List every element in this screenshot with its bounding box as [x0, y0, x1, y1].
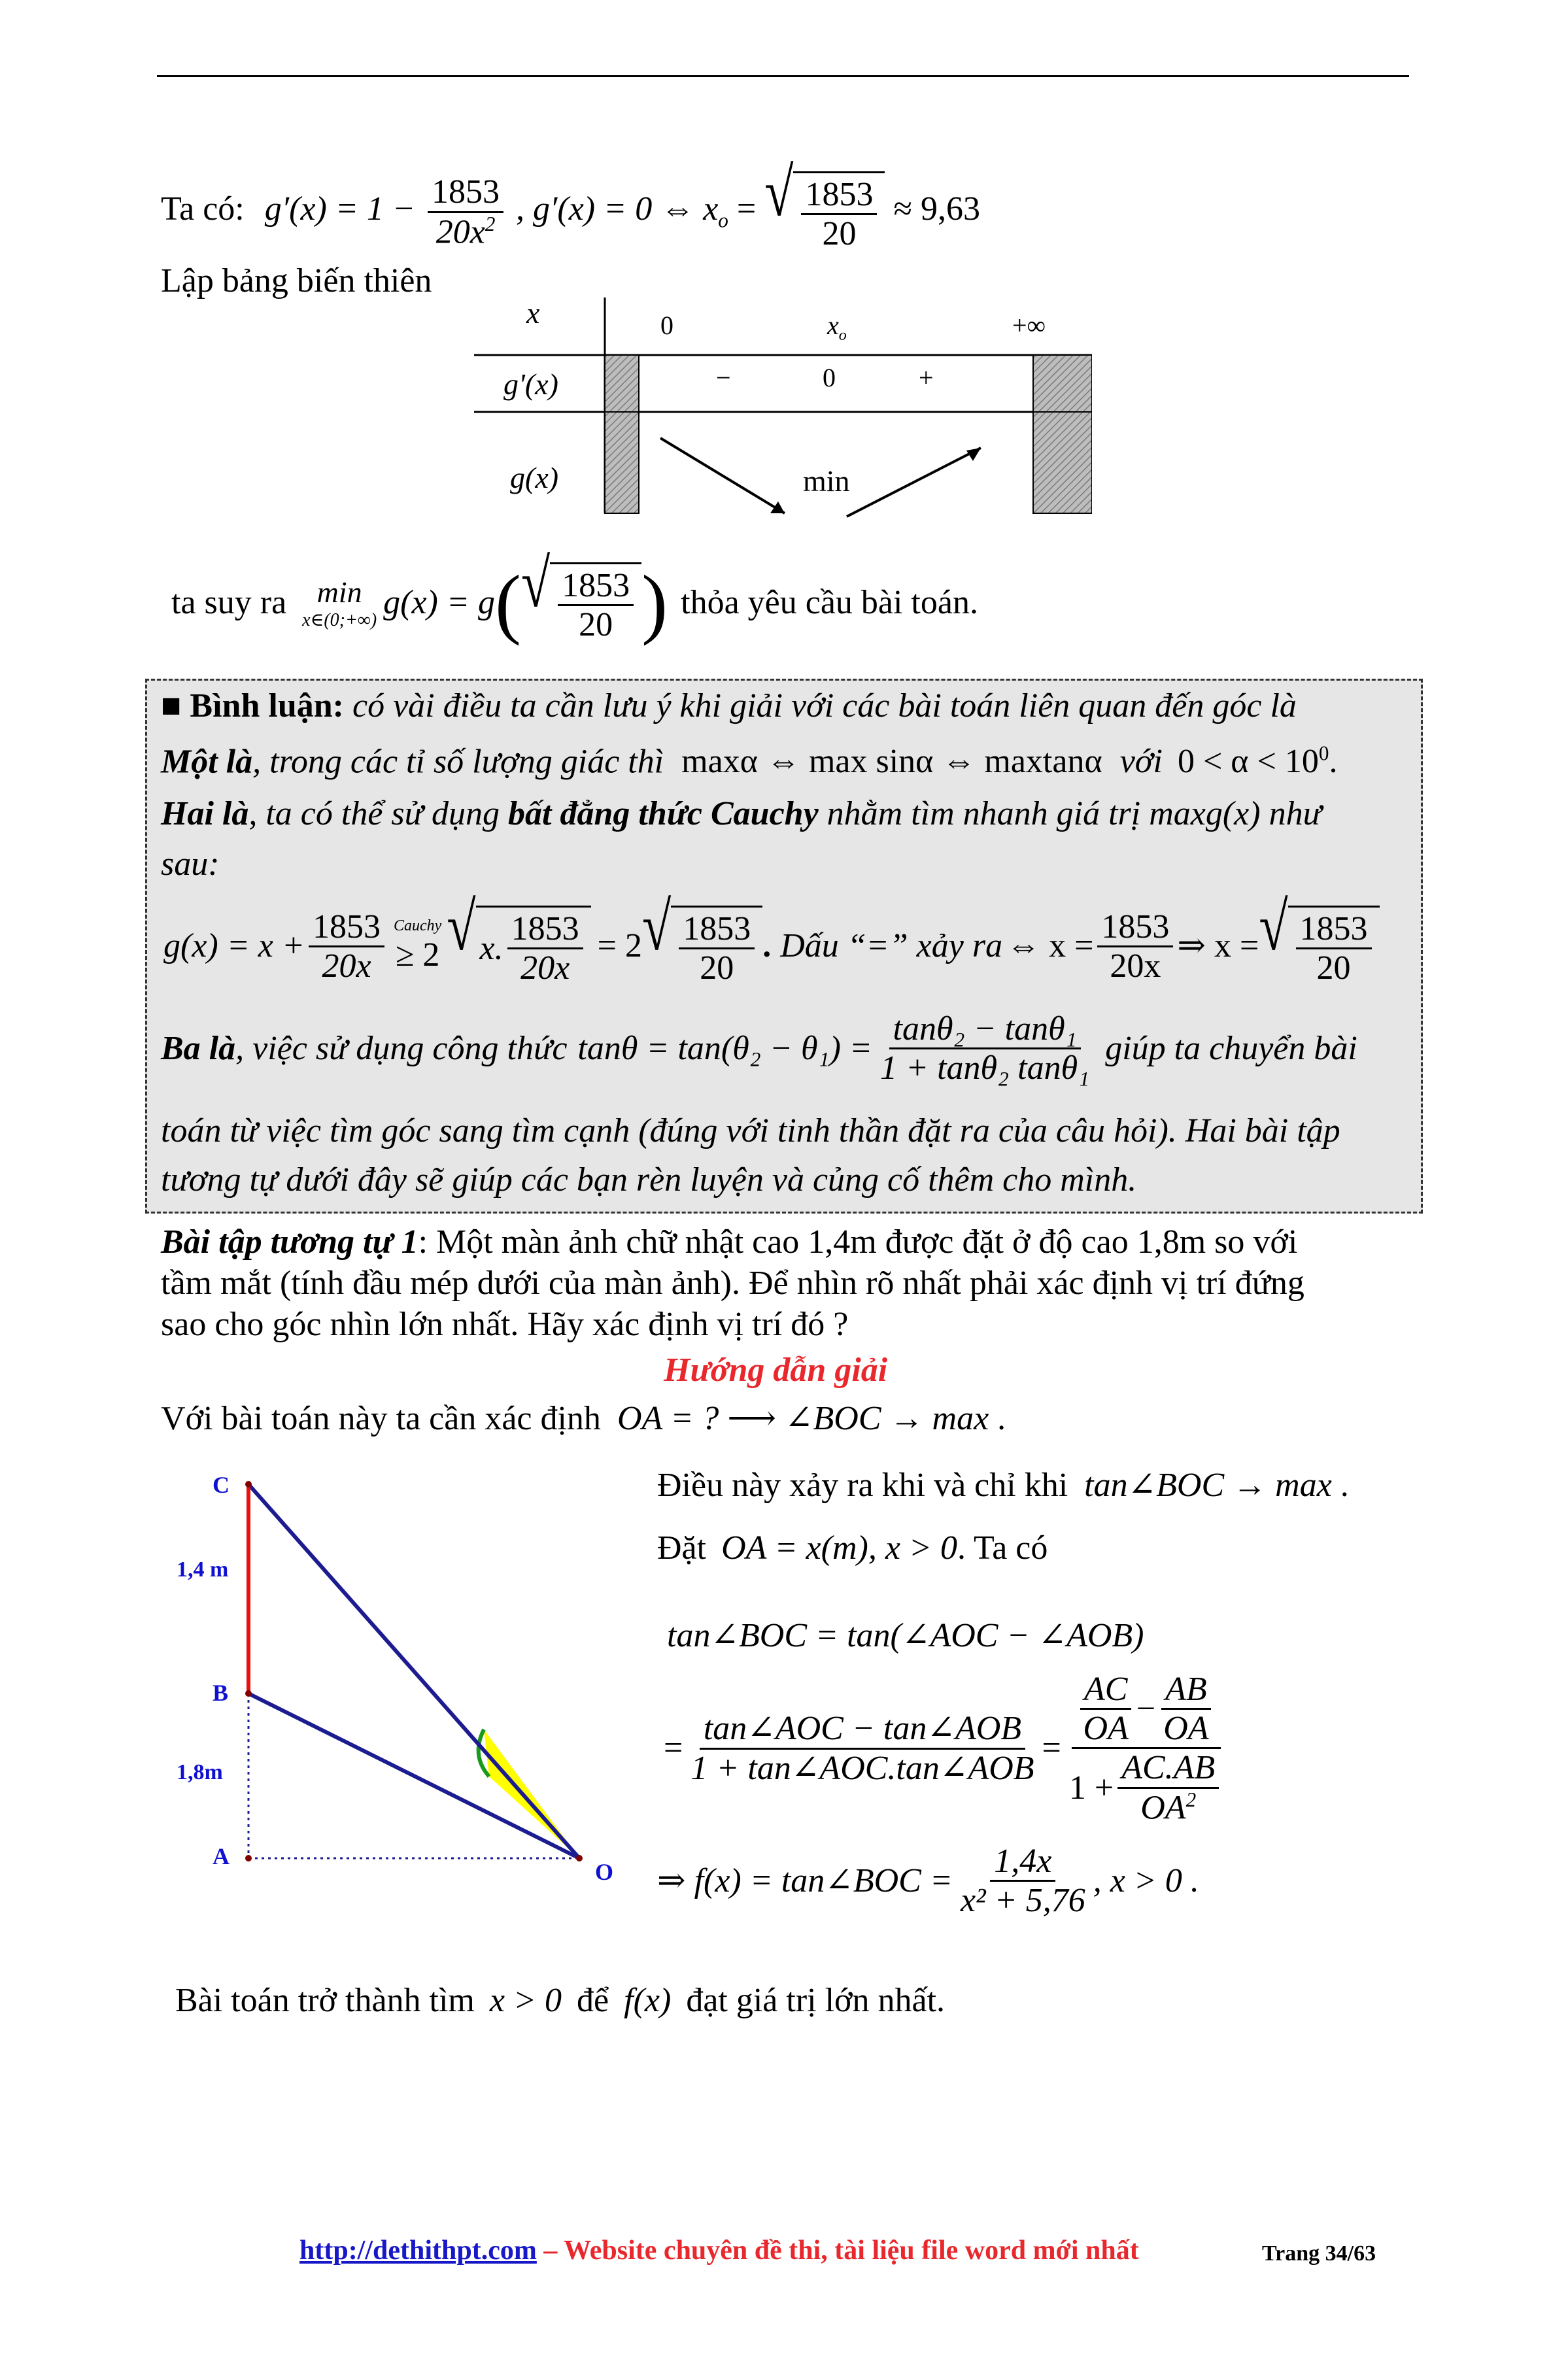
f2-oa2: OA — [1163, 1710, 1209, 1748]
cauchy-frac1-den: 20x — [322, 947, 371, 985]
label-c: C — [213, 1472, 230, 1498]
f2-oa-sq-exp: 2 — [1185, 1788, 1197, 1811]
dau-frac2 — [1296, 910, 1372, 987]
paren-left: ( — [494, 559, 521, 647]
one-math: maxα ⇔ max sinα ⇔ maxtanα — [681, 743, 1102, 781]
solution-last — [175, 1981, 945, 2020]
denominator-exponent: 2 — [485, 212, 496, 235]
cauchy-frac2-den: 20x — [520, 949, 570, 987]
ta-co-label: Ta có: — [161, 190, 245, 228]
solution-p2-text: Đặt — [657, 1529, 707, 1567]
dau-iff: ⇔ x = — [1006, 927, 1094, 965]
solution-intro-end: . — [997, 1400, 1006, 1437]
three-label: Ba là — [161, 1029, 236, 1067]
conclusion-suffix: thỏa yêu cầu bài toán. — [681, 584, 978, 622]
label-o: O — [595, 1859, 614, 1885]
f2-frac — [687, 1710, 1038, 1786]
comment-title-rest: có vài điều ta cần lưu ý khi giải với các bài toán liên quan đến góc là — [352, 687, 1297, 724]
one-text: , trong các tỉ số lượng giác thì — [252, 743, 664, 781]
two-bold: bất đẳng thức Cauchy — [508, 795, 819, 832]
table-gp-minus: − — [716, 363, 731, 392]
one-label: Một là — [161, 743, 253, 781]
comment-two-line — [161, 794, 1321, 834]
cauchy-frac3 — [679, 910, 755, 987]
f2-ac-oa — [1080, 1671, 1133, 1747]
header-rule — [157, 75, 1409, 77]
f3-den: x² + 5,76 — [960, 1882, 1085, 1920]
last-end: đạt giá trị lớn nhất. — [686, 1982, 946, 2019]
comment-title: Bình luận: — [190, 687, 344, 724]
cauchy-geq: ≥ 2 — [395, 936, 440, 974]
table-x-xo — [827, 311, 847, 345]
three-frac — [876, 1010, 1093, 1087]
three-formula: tanθ = tan(θ₂ − θ₁) = — [577, 1029, 872, 1067]
f2-frac-den: 1 + tan∠AOC.tan∠AOB — [690, 1749, 1034, 1787]
page-number: Trang 34/63 — [1262, 2241, 1376, 2266]
table-x-label: x — [526, 296, 540, 330]
one-range-text: 0 < α < 10 — [1177, 743, 1319, 781]
f3-frac — [957, 1843, 1089, 1919]
cauchy-frac1-num: 1853 — [309, 908, 384, 947]
cauchy-x: x. — [479, 929, 503, 967]
dau-frac-num: 1853 — [1097, 908, 1173, 947]
exercise-text1: : Một màn ảnh chữ nhật cao 1,4m được đặt ở độ cao 1,8m so với — [418, 1223, 1298, 1261]
f2-frac-num: tan∠AOC − tan∠AOB — [700, 1710, 1025, 1749]
cauchy-over: Cauchy — [393, 917, 442, 935]
dau-frac-den: 20x — [1110, 947, 1161, 985]
f2-big-num — [1072, 1671, 1221, 1749]
fraction-numerator: 1853 — [428, 173, 503, 212]
last-mid: để — [577, 1982, 609, 2019]
three-text: , việc sử dụng công thức — [235, 1029, 568, 1067]
table-gp-label: g'(x) — [503, 367, 558, 401]
comment-two-line2: sau: — [161, 845, 220, 883]
cauchy-radicand1 — [476, 906, 591, 987]
two-text1: , ta có thể sử dụng — [248, 795, 500, 832]
f2-ab: AB — [1161, 1671, 1211, 1710]
one-range — [1178, 743, 1338, 780]
cauchy-radicand2 — [671, 906, 762, 987]
solution-p1-text: Điều này xảy ra khi và chỉ khi — [657, 1467, 1068, 1504]
exercise-line2: tầm mắt (tính đầu mép dưới của màn ảnh). Để nhìn rõ nhất phải xác định vị trí đứng — [161, 1265, 1304, 1302]
solution-intro-text: Với bài toán này ta cần xác định — [161, 1400, 601, 1437]
last-text: Bài toán trở thành tìm — [175, 1982, 475, 2019]
table-g-min: min — [803, 464, 850, 498]
label-a: A — [213, 1843, 230, 1869]
conclusion-radicand — [550, 562, 641, 643]
f2-big-den — [1065, 1749, 1227, 1826]
denominator-text: 20x — [435, 212, 485, 250]
min-block — [302, 575, 377, 631]
gprime-zero: , g′(x) = 0 ⇔ x — [516, 190, 719, 228]
f3-pre: ⇒ f(x) = tan∠BOC = — [657, 1862, 953, 1899]
one-range-exp: 0 — [1318, 742, 1329, 765]
dau-imp: ⇒ x = — [1177, 927, 1259, 965]
f2-oa-sq-base: OA — [1140, 1788, 1186, 1826]
min-domain: x∈(0;+∞) — [302, 609, 377, 630]
conclusion-radical: √ — [520, 545, 551, 622]
dau-radical: √ — [1259, 889, 1288, 965]
footer-text: – Website chuyên đề thi, tài liệu file word mới nhất — [536, 2236, 1139, 2266]
comment-three-line — [161, 1010, 1357, 1087]
f2-big-frac — [1065, 1671, 1227, 1826]
three-frac-den: 1 + tanθ₂ tanθ₁ — [880, 1049, 1090, 1087]
exercise-label: Bài tập tương tự 1 — [161, 1223, 418, 1261]
radicand — [793, 171, 885, 252]
cauchy-radical2: √ — [641, 889, 672, 965]
approx-value: ≈ 9,63 — [893, 190, 980, 228]
dau-sqrt — [1259, 889, 1379, 987]
fraction-denominator — [432, 213, 500, 251]
table-g-label: g(x) — [510, 461, 559, 494]
cauchy-line — [163, 889, 1380, 987]
solution-p1-math: tan∠BOC → max — [1084, 1467, 1332, 1504]
table-x-inf: +∞ — [1012, 311, 1046, 340]
solution-p2-end: . Ta có — [957, 1529, 1048, 1567]
f2-eq: = — [664, 1729, 683, 1767]
two-label: Hai là — [161, 795, 249, 832]
conclusion-prefix: ta suy ra — [171, 584, 287, 622]
radicand-numerator: 1853 — [801, 176, 877, 215]
three-after: giúp ta chuyển bài — [1105, 1029, 1357, 1067]
equals-sign: = — [736, 190, 757, 228]
formula-3 — [657, 1843, 1199, 1919]
dau-frac2-den: 20 — [1316, 949, 1351, 987]
square-bullet: ■ — [161, 687, 182, 724]
solution-p2-math: OA = x(m), x > 0 — [721, 1529, 957, 1567]
radicand-fraction — [801, 176, 877, 252]
one-with: với — [1119, 743, 1163, 781]
f2-ac: AC — [1080, 1671, 1131, 1710]
one-end: . — [1329, 743, 1338, 781]
solution-p1-end: . — [1340, 1467, 1349, 1504]
cauchy-dot: . — [762, 927, 772, 965]
cauchy-frac1 — [309, 908, 384, 985]
comment-three-line2: toán từ việc tìm góc sang tìm cạnh (đúng với tinh thần đặt ra của câu hỏi). Hai bài tập — [161, 1112, 1340, 1149]
last-math1: x > 0 — [489, 1982, 562, 2019]
formula-1: tan∠BOC = tan(∠AOC − ∠AOB) — [667, 1617, 1144, 1654]
conclusion-fraction — [558, 567, 634, 643]
gprime-def: g′(x) = 1 − — [264, 190, 416, 228]
variation-table — [464, 298, 1092, 520]
derivative-line — [161, 154, 980, 253]
cauchy-sqrt2 — [641, 889, 762, 987]
exercise-line1 — [161, 1223, 1297, 1262]
solution-title: Hướng dẫn giải — [664, 1352, 888, 1389]
increasing-arrow — [847, 448, 981, 517]
cauchy-frac3-num: 1853 — [679, 910, 755, 949]
cauchy-frac3-den: 20 — [700, 949, 734, 987]
footer — [299, 2235, 1139, 2266]
table-title: Lập bảng biến thiên — [161, 262, 432, 299]
f2-eq2: = — [1042, 1729, 1061, 1767]
solution-p2 — [657, 1529, 1048, 1568]
dau-frac2-num: 1853 — [1296, 910, 1372, 949]
conclusion-sqrt — [520, 545, 641, 644]
f2-oa: OA — [1083, 1710, 1129, 1748]
radical-sign: √ — [764, 154, 794, 231]
f2-ab-oa — [1159, 1671, 1212, 1747]
table-gp-zero: 0 — [823, 363, 836, 392]
cauchy-eq2: = 2 — [597, 927, 642, 965]
min-word: min — [316, 575, 362, 609]
f3-num: 1,4x — [990, 1843, 1055, 1882]
cauchy-frac2-num: 1853 — [507, 910, 583, 949]
dau-text: Dấu “=” xảy ra — [780, 927, 1003, 965]
comment-title-line — [161, 687, 1297, 726]
f2-one: 1 + — [1068, 1769, 1114, 1807]
solution-intro — [161, 1399, 1006, 1438]
table-x-xo-sub: o — [838, 327, 847, 344]
gx-eq-g: g(x) = g — [383, 584, 495, 622]
f2-minus: − — [1136, 1690, 1156, 1728]
three-frac-num: tanθ₂ − tanθ₁ — [889, 1010, 1081, 1049]
derivative-fraction — [428, 173, 503, 250]
cauchy-g: g(x) = x + — [163, 927, 305, 965]
table-x-xo-main: x — [827, 311, 839, 340]
f2-oa-sq — [1136, 1789, 1200, 1827]
formula-2 — [664, 1671, 1231, 1826]
dau-radicand — [1288, 906, 1380, 987]
comment-three-line3: tương tự dưới đây sẽ giúp các bạn rèn luyện và củng cố thêm cho mình. — [161, 1161, 1137, 1198]
f2-acab-oa2 — [1117, 1749, 1219, 1826]
solution-intro-math: OA = ? ⟶ ∠BOC → max — [617, 1400, 989, 1437]
two-text2: nhằm tìm nhanh giá trị maxg(x) như — [827, 795, 1321, 832]
comment-one-line — [161, 742, 1337, 781]
paren-right: ) — [641, 559, 668, 647]
dau-frac — [1097, 908, 1173, 985]
triangle-svg — [163, 1458, 647, 1890]
sqrt-expression — [764, 154, 885, 253]
solution-p1 — [657, 1466, 1349, 1505]
exercise-line3: sao cho góc nhìn lớn nhất. Hãy xác định vị trí đó ? — [161, 1306, 849, 1343]
cauchy-frac2 — [507, 910, 583, 987]
f3-post: , x > 0 . — [1093, 1862, 1199, 1899]
cauchy-radical1: √ — [447, 889, 476, 965]
f2-acab: AC.AB — [1117, 1749, 1219, 1788]
triangle-diagram — [163, 1458, 647, 1890]
length-cb: 1,4 m — [177, 1557, 229, 1582]
decreasing-arrow — [660, 438, 785, 513]
footer-link[interactable]: http://dethithpt.com — [299, 2236, 537, 2266]
table-x-0: 0 — [660, 311, 673, 340]
conclusion-line — [171, 545, 978, 647]
cauchy-sqrt1 — [447, 889, 590, 987]
length-ba: 1,8m — [177, 1760, 223, 1784]
last-math2: f(x) — [624, 1982, 672, 2019]
label-b: B — [213, 1680, 229, 1706]
radicand-denominator: 20 — [822, 215, 857, 253]
x-sub-o: o — [718, 209, 728, 232]
table-gp-plus: + — [919, 363, 934, 392]
conclusion-den: 20 — [579, 606, 613, 644]
conclusion-num: 1853 — [558, 567, 634, 606]
cauchy-geq-block — [394, 917, 441, 974]
